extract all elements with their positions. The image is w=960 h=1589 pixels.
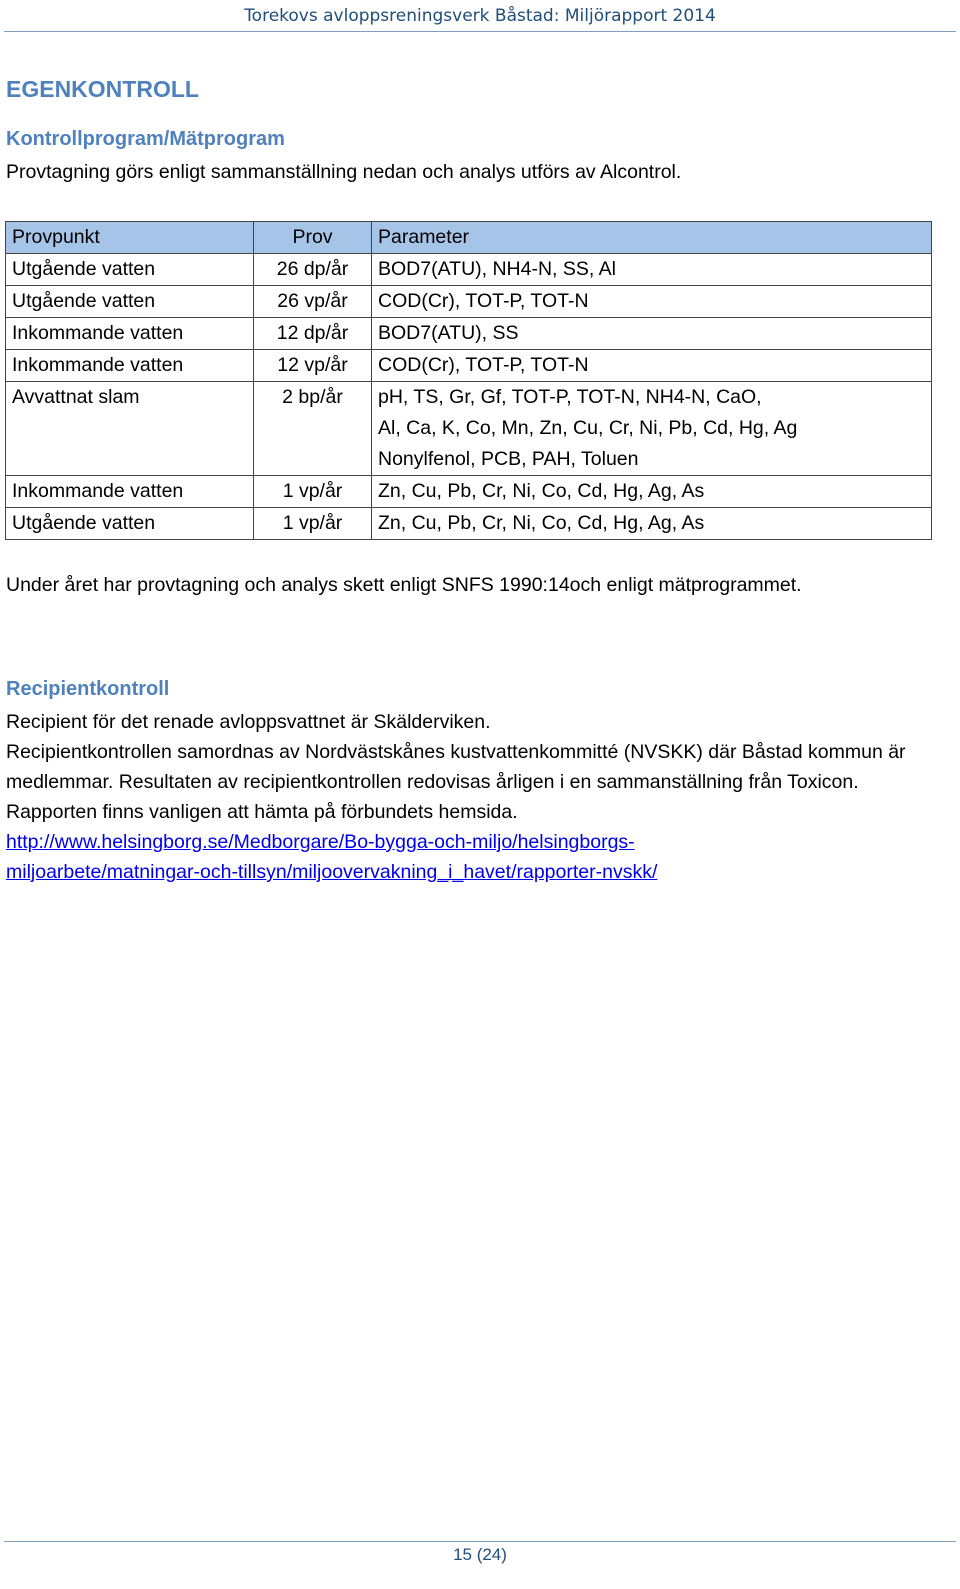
cell-parameter [372, 318, 932, 350]
summary-text: Under året har provtagning och analys skett enligt SNFS 1990:14och enligt mätprogrammet. [6, 574, 802, 596]
page-number: 15 (24) [453, 1545, 507, 1564]
cell-provpunkt: Utgående vatten [6, 508, 254, 540]
cell-provpunkt: Inkommande vatten [6, 476, 254, 508]
table-row [6, 318, 932, 350]
parameter-line: BOD7(ATU), SS [378, 322, 519, 344]
cell-prov: 26 vp/år [254, 286, 372, 318]
cell-prov: 1 vp/år [254, 476, 372, 508]
cell-provpunkt: Inkommande vatten [6, 350, 254, 382]
parameter-line: Zn, Cu, Pb, Cr, Ni, Co, Cd, Hg, Ag, As [378, 512, 705, 534]
page-header: Torekovs avloppsreningsverk Båstad: Miljörapport 2014 [244, 6, 716, 26]
column-header-provpunkt: Provpunkt [6, 222, 254, 254]
cell-parameter [372, 508, 932, 540]
parameter-line: pH, TS, Gr, Gf, TOT-P, TOT-N, NH4-N, CaO, [378, 386, 762, 408]
cell-parameter [372, 286, 932, 318]
section-title: EGENKONTROLL [6, 76, 199, 102]
cell-provpunkt: Avvattnat slam [6, 382, 254, 476]
cell-prov: 26 dp/år [254, 254, 372, 286]
cell-prov: 12 dp/år [254, 318, 372, 350]
cell-parameter [372, 382, 932, 476]
table-row [6, 350, 932, 382]
kontroll-intro: Provtagning görs enligt sammanställning nedan och analys utförs av Alcontrol. [6, 161, 682, 183]
parameter-line: Al, Ca, K, Co, Mn, Zn, Cu, Cr, Ni, Pb, Cd, Hg, Ag [378, 417, 798, 439]
cell-parameter [372, 350, 932, 382]
parameter-line: COD(Cr), TOT-P, TOT-N [378, 290, 589, 312]
cell-prov: 12 vp/år [254, 350, 372, 382]
header-divider [4, 31, 956, 32]
parameter-line: BOD7(ATU), NH4-N, SS, Al [378, 258, 617, 280]
cell-prov: 1 vp/år [254, 508, 372, 540]
column-header-parameter: Parameter [372, 222, 932, 254]
table-row [6, 508, 932, 540]
report-link-line-1: http://www.helsingborg.se/Medborgare/Bo-bygga-och-miljo/helsingborgs- [6, 831, 635, 853]
cell-provpunkt: Inkommande vatten [6, 318, 254, 350]
cell-provpunkt: Utgående vatten [6, 254, 254, 286]
report-link-line-2: miljoarbete/matningar-och-tillsyn/miljoovervakning_i_havet/rapporter-nvskk/ [6, 861, 658, 883]
table-row [6, 382, 932, 476]
table-row [6, 286, 932, 318]
cell-parameter [372, 254, 932, 286]
cell-provpunkt: Utgående vatten [6, 286, 254, 318]
report-link[interactable] [6, 827, 946, 887]
table-header-row [6, 222, 932, 254]
table-row [6, 254, 932, 286]
sampling-table [5, 221, 932, 540]
recipient-heading: Recipientkontroll [6, 678, 170, 700]
parameter-line: Nonylfenol, PCB, PAH, Toluen [378, 448, 639, 470]
recipient-body-text: Recipientkontrollen samordnas av Nordvästskånes kustvattenkommitté (NVSKK) där Båstad kommun är medlemmar. Resultaten av recipientkontrollen redovisas årligen i en sammanställning från Toxicon. Rapporten finns vanligen att hämta på förbundets hemsida. [6, 741, 906, 823]
recipient-line: Recipient för det renade avloppsvattnet är Skälderviken. [6, 711, 491, 733]
kontroll-heading: Kontrollprogram/Mätprogram [6, 128, 285, 150]
table-row [6, 476, 932, 508]
footer-divider [4, 1541, 956, 1542]
parameter-line: COD(Cr), TOT-P, TOT-N [378, 354, 589, 376]
parameter-line: Zn, Cu, Pb, Cr, Ni, Co, Cd, Hg, Ag, As [378, 480, 705, 502]
cell-prov: 2 bp/år [254, 382, 372, 476]
column-header-prov: Prov [254, 222, 372, 254]
recipient-body [6, 737, 946, 887]
cell-parameter [372, 476, 932, 508]
